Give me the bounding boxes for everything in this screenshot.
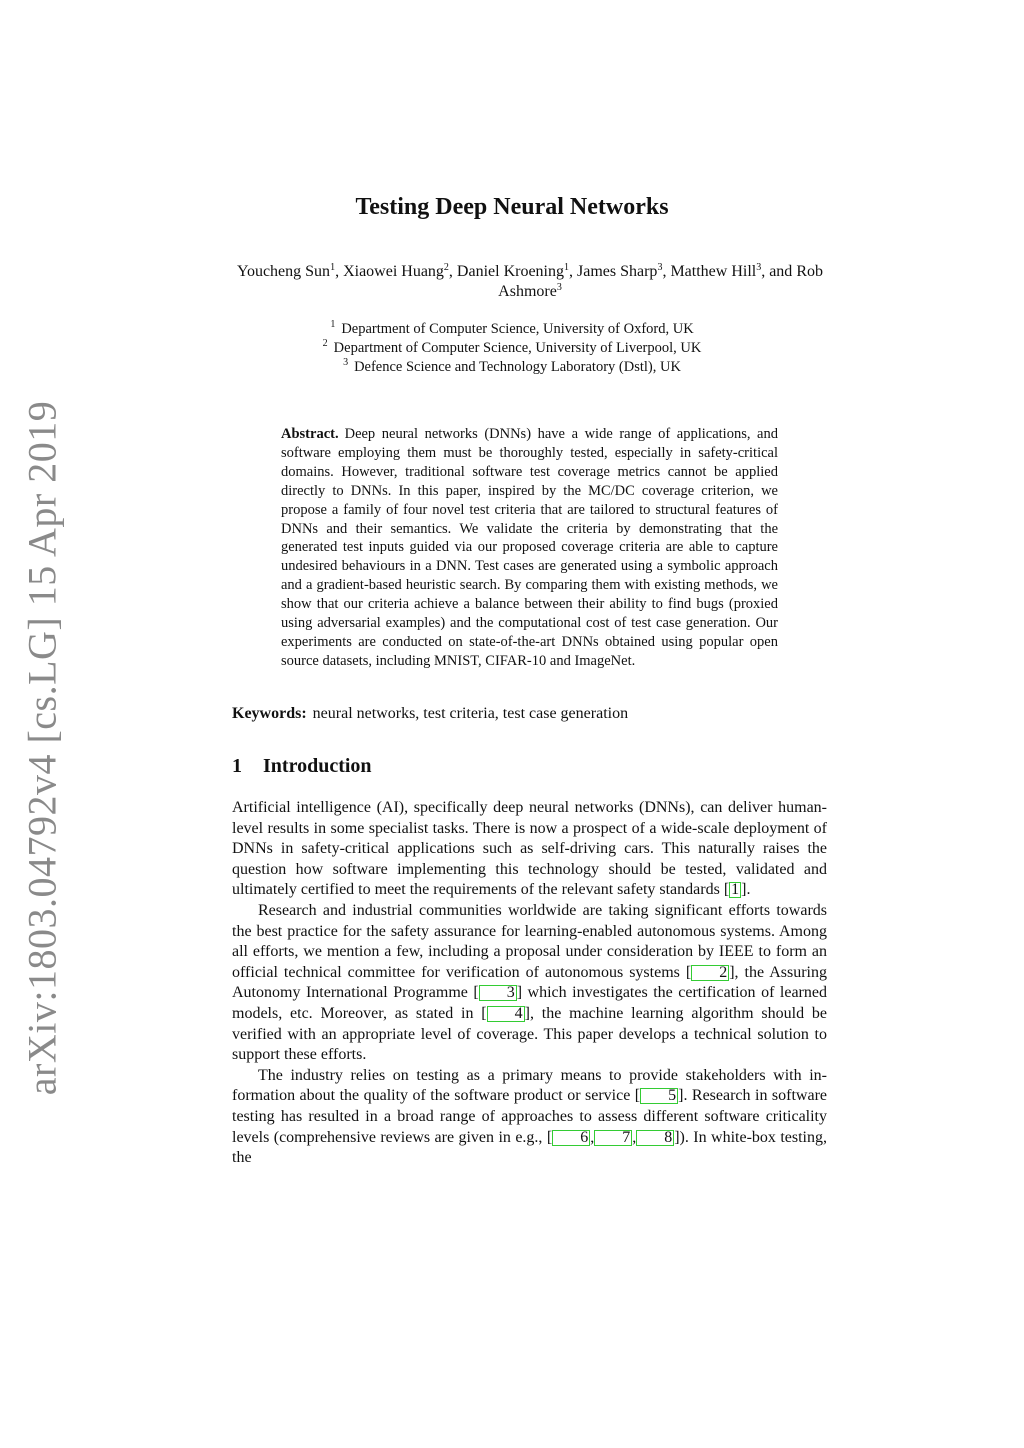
abstract: [281, 425, 778, 671]
affiliation-line: [0, 339, 1024, 358]
affiliation-list: [0, 320, 1024, 377]
citation-link[interactable]: 3: [479, 985, 517, 1001]
author-name: Matthew Hill: [670, 263, 757, 280]
arxiv-identifier-stamp: arXiv:1803.04792v4 [cs.LG] 15 Apr 2019: [19, 400, 65, 1096]
section-title: Introduction: [263, 755, 372, 777]
body-text-run: Research and industrial communities worldwide are taking significant efforts towards the best practice for the safety assurance for learning-enabled autonomous systems. Among all efforts, we mention a few, including a proposal under consideration by IEEE to form an official technical committee for verification of autonomous systems [: [232, 901, 827, 981]
introduction-body: [232, 798, 827, 1169]
body-paragraph: [232, 901, 827, 1066]
body-text-run: ].: [741, 881, 751, 899]
affiliation-text: Defence Science and Technology Laboratory (Dstl), UK: [354, 359, 681, 375]
author-affiliation-mark: 3: [556, 282, 562, 293]
author-separator: , and: [761, 263, 797, 280]
body-text-run: ]). In white-box testing, the: [232, 1128, 827, 1167]
abstract-text: Deep neural networks (DNNs) have a wide range of applications, and software employing them must be thoroughly tested, especially in safety-critical domains. However, traditional software test coverage metrics cannot be applied directly to DNNs. In this paper, inspired by the MC/DC coverage criterion, we propose a family of four novel test criteria that are tailored to structural features of DNNs and their semantics. We validate the criteria by demonstrating that the generated test inputs guided via our proposed coverage criteria are able to capture undesired behaviours in a DNN. Test cases are generated using a symbolic approach and a gradient-based heuristic search. By comparing them with existing methods, we show that our criteria achieve a balance between their ability to find bugs (proxied using adversarial examples) and the computational cost of test case generation. Our experiments are conducted on state-of-the-art DNNs obtained using popular open source datasets, including MNIST, CIFAR-10 and ImageNet.: [281, 426, 778, 669]
author-separator: ,: [569, 263, 577, 280]
author-affiliation-mark: 1: [330, 262, 336, 273]
affiliation-mark: 3: [343, 357, 349, 368]
affiliation-line: [0, 320, 1024, 339]
body-text-run: Artificial intelligence (AI), specifically deep neural networks (DNNs), can deliver humanlevel results in some specialist tasks. There is now a prospect of a wide-scale deployment of DNNs in safety-critical applications such as self-driving cars. This naturally raises the question how software implementing this technology should be tested, validated and ultimately certified to meet the requirements of the relevant safety standards [: [232, 799, 827, 899]
section-heading: [232, 755, 372, 778]
body-text-run: ], the Assuring Autonomy International Programme [: [232, 963, 827, 1002]
body-text-run: The industry relies on testing as a primary means to provide stakeholders with information about the quality of the software product or service [: [232, 1066, 827, 1105]
author-affiliation-mark: 2: [443, 262, 449, 273]
citation-link[interactable]: 5: [640, 1088, 678, 1104]
citation-link[interactable]: 8: [636, 1130, 674, 1146]
citation-link[interactable]: 6: [552, 1130, 590, 1146]
affiliation-mark: 1: [330, 319, 336, 330]
body-text-run: ] which investigates the certification of learned models, etc. Moreover, as stated in [: [232, 984, 827, 1022]
author-separator: ,: [448, 263, 457, 280]
affiliation-line: [0, 358, 1024, 377]
keywords: [232, 704, 832, 724]
author-name: James Sharp: [577, 263, 658, 280]
citation-link[interactable]: 1: [731, 881, 740, 899]
body-text-run: ]. Research in software testing has resulted in a broad range of approaches to assess different software criticality levels (comprehensive reviews are given in e.g., [: [232, 1087, 828, 1146]
citation-link[interactable]: 7: [594, 1130, 632, 1146]
keywords-text: neural networks, test criteria, test case generation: [312, 705, 629, 722]
author-name: Xiaowei Huang: [343, 263, 444, 280]
author-list: [222, 262, 838, 302]
body-text-run: ], the machine learning algorithm should be verified with an appropriate level of coverage. This paper develops a technical solution to support these efforts.: [232, 1004, 827, 1064]
author-name: Rob Ashmore: [498, 263, 823, 300]
affiliation-mark: 2: [322, 338, 328, 349]
affiliation-text: Department of Computer Science, University of Oxford, UK: [341, 321, 694, 337]
author-name: Youcheng Sun: [237, 263, 331, 280]
author-affiliation-mark: 1: [564, 262, 569, 273]
paper-title: Testing Deep Neural Networks: [355, 194, 669, 220]
author-name: Daniel Kroening: [456, 263, 564, 280]
section-number: 1: [232, 755, 242, 777]
abstract-label: Abstract.: [281, 426, 339, 442]
author-affiliation-mark: 3: [756, 262, 762, 273]
author-affiliation-mark: 3: [657, 262, 663, 273]
author-separator: ,: [335, 263, 344, 280]
body-paragraph: [232, 1066, 827, 1169]
keywords-label: Keywords:: [232, 705, 307, 722]
citation-link[interactable]: 2: [691, 965, 729, 981]
citation-link[interactable]: 4: [487, 1006, 525, 1022]
body-paragraph: [232, 798, 827, 901]
affiliation-text: Department of Computer Science, University of Liverpool, UK: [333, 340, 702, 356]
body-text-run: ,: [590, 1128, 595, 1146]
author-separator: ,: [662, 263, 671, 280]
body-text-run: ,: [632, 1128, 637, 1146]
